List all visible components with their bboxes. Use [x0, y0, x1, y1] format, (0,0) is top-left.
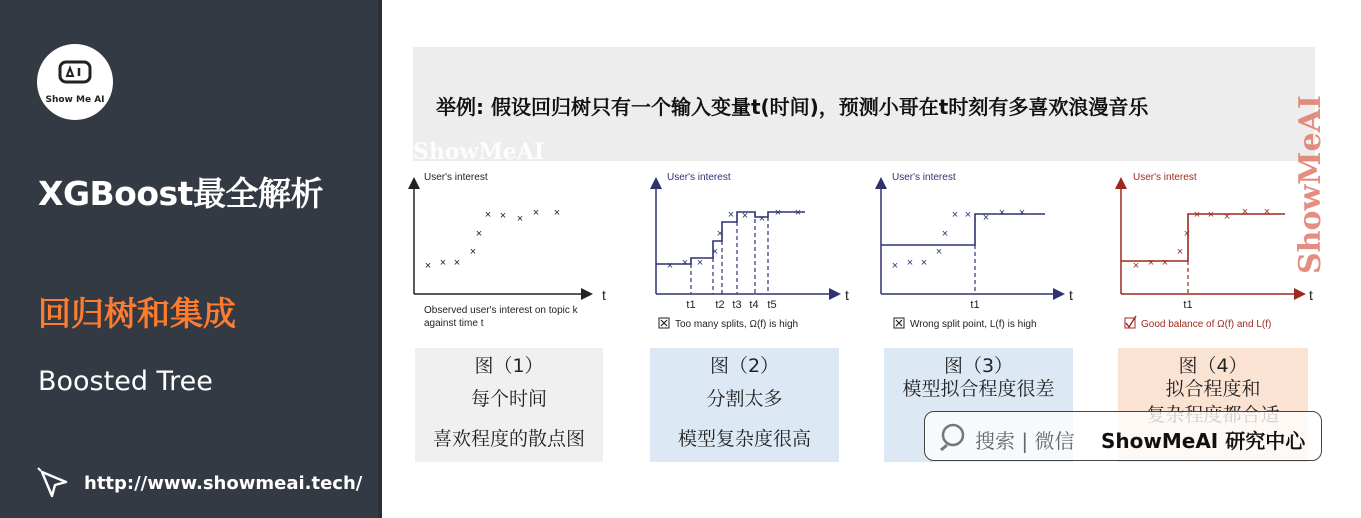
svg-text:×: ×	[711, 246, 719, 258]
svg-text:×: ×	[1183, 228, 1191, 240]
good-balance-panel	[1105, 165, 1320, 340]
panel-note-line1: Observed user's interest on topic k	[424, 305, 578, 316]
logo-text: Show Me AI	[45, 95, 105, 105]
y-axis-label: User's interest	[1133, 172, 1197, 183]
split-tick-labels	[686, 299, 776, 311]
svg-text:×: ×	[758, 213, 766, 225]
split-label-t4: t4	[749, 299, 759, 311]
svg-text:×: ×	[681, 257, 689, 269]
wechat-search-box[interactable]	[924, 411, 1322, 461]
svg-text:×: ×	[951, 209, 959, 221]
search-brand: ShowMeAI 研究中心	[1101, 429, 1306, 453]
panel-note: Too many splits, Ω(f) is high	[675, 319, 799, 330]
data-points	[425, 207, 560, 272]
split-lines	[691, 212, 768, 294]
svg-text:×: ×	[1132, 260, 1140, 272]
svg-text:×: ×	[1263, 206, 1271, 218]
svg-text:×: ×	[424, 260, 432, 272]
svg-text:×: ×	[469, 246, 477, 258]
svg-text:×: ×	[941, 228, 949, 240]
svg-text:×: ×	[982, 212, 990, 224]
svg-text:×: ×	[1207, 209, 1215, 221]
caption-2-title: 图（2）	[709, 355, 780, 377]
svg-text:×: ×	[716, 228, 724, 240]
x-axis-label: t	[1309, 287, 1313, 303]
caption-1	[415, 348, 603, 462]
caption-3-title: 图（3）	[943, 355, 1014, 377]
scatter-panel	[400, 165, 620, 340]
y-axis-label: User's interest	[424, 172, 488, 183]
svg-text:×: ×	[666, 260, 674, 272]
svg-text:×: ×	[1018, 207, 1026, 219]
svg-text:×: ×	[439, 257, 447, 269]
page-title: XGBoost最全解析	[38, 174, 323, 213]
caption-3-line1: 模型拟合程度很差	[902, 378, 1055, 400]
svg-text:×: ×	[516, 213, 524, 225]
y-axis-label: User's interest	[892, 172, 956, 183]
split-label-t2: t2	[715, 299, 725, 311]
caption-1-title: 图（1）	[474, 355, 544, 377]
y-axis-label: User's interest	[667, 172, 731, 183]
search-hint: 搜索 | 微信	[975, 429, 1075, 453]
svg-text:×: ×	[998, 207, 1006, 219]
too-many-splits-panel	[640, 165, 865, 340]
svg-text:×: ×	[891, 260, 899, 272]
svg-text:×: ×	[1161, 257, 1169, 269]
svg-text:×: ×	[741, 210, 749, 222]
sidebar-divider	[378, 0, 382, 518]
svg-text:×: ×	[1241, 206, 1249, 218]
split-label-t5: t5	[767, 299, 777, 311]
svg-text:×: ×	[1147, 257, 1155, 269]
svg-text:×: ×	[553, 207, 561, 219]
wrong-split-panel	[865, 165, 1090, 340]
split-label-t1: t1	[1183, 299, 1193, 311]
split-label-t1: t1	[970, 299, 980, 311]
x-axis-label: t	[845, 287, 849, 303]
svg-text:×: ×	[453, 257, 461, 269]
caption-4-line1: 拟合程度和	[1165, 378, 1261, 400]
caption-2	[650, 348, 839, 462]
svg-text:×: ×	[484, 209, 492, 221]
banner-watermark: ShowMeAI	[413, 139, 545, 165]
caption-4-title: 图（4）	[1178, 355, 1248, 377]
section-subtitle: Boosted Tree	[38, 366, 213, 397]
svg-text:×: ×	[906, 257, 914, 269]
svg-text:×: ×	[475, 228, 483, 240]
search-icon	[939, 423, 969, 451]
split-label-t1: t1	[686, 299, 696, 311]
data-points	[1133, 206, 1270, 272]
data-points	[667, 207, 801, 272]
example-text: 举例: 假设回归树只有一个输入变量t(时间)，预测小哥在t时刻有多喜欢浪漫音乐	[436, 95, 1149, 119]
robot-face-icon	[57, 58, 93, 88]
panel-note-line2: against time t	[424, 318, 484, 329]
svg-text:×: ×	[774, 207, 782, 219]
panel-note: Wrong split point, L(f) is high	[910, 319, 1037, 330]
sidebar	[0, 0, 378, 518]
caption-1-line2: 喜欢程度的散点图	[432, 428, 585, 450]
svg-text:×: ×	[794, 207, 802, 219]
cursor-click-icon	[36, 466, 70, 500]
step-function	[1121, 214, 1285, 261]
svg-text:×: ×	[1223, 211, 1231, 223]
website-link[interactable]	[36, 466, 362, 500]
svg-text:×: ×	[1193, 209, 1201, 221]
side-watermark-text: ShowMeAI	[1293, 95, 1328, 274]
svg-text:×: ×	[727, 209, 735, 221]
caption-2-line1: 分割太多	[706, 388, 783, 410]
showmeai-logo[interactable]	[37, 44, 113, 120]
svg-text:×: ×	[499, 210, 507, 222]
svg-text:×: ×	[964, 209, 972, 221]
caption-2-line2: 模型复杂度很高	[677, 428, 811, 450]
section-title: 回归树和集成	[38, 294, 236, 333]
data-points	[892, 207, 1025, 272]
website-link-text: http://www.showmeai.tech/	[84, 472, 363, 494]
svg-text:×: ×	[532, 207, 540, 219]
split-label-t3: t3	[732, 299, 742, 311]
svg-text:×: ×	[920, 257, 928, 269]
svg-text:×: ×	[935, 246, 943, 258]
svg-text:×: ×	[1176, 246, 1184, 258]
x-axis-label: t	[1069, 287, 1073, 303]
caption-1-line1: 每个时间	[470, 388, 547, 410]
panel-note: Good balance of Ω(f) and L(f)	[1141, 319, 1272, 330]
svg-text:×: ×	[696, 257, 704, 269]
x-axis-label: t	[602, 287, 606, 303]
